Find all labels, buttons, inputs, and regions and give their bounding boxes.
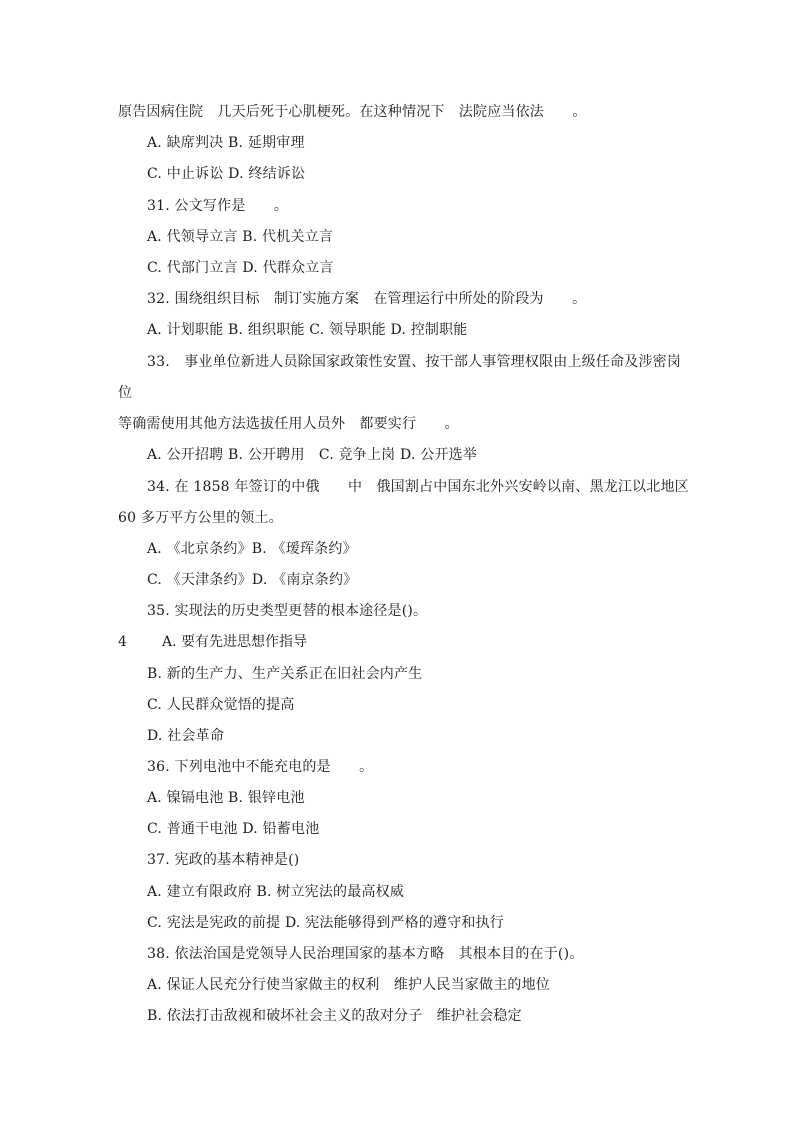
option-line: A. 代领导立言 B. 代机关立言 (147, 229, 334, 245)
question-36: 36. 下列电池中不能充电的是 。 (147, 759, 374, 775)
question-33-continuation: 等确需使用其他方法选拔任用人员外 都要实行 。 (118, 416, 459, 432)
option-line: C. 人民群众觉悟的提高 (147, 697, 295, 713)
option-line: B. 依法打击敌视和破坏社会主义的敌对分子 维护社会稳定 (147, 1008, 522, 1024)
option-line: D. 社会革命 (147, 728, 225, 744)
option-line: A. 镍镉电池 B. 银锌电池 (147, 790, 305, 806)
option-line: B. 新的生产力、生产关系正在旧社会内产生 (147, 666, 423, 682)
question-38: 38. 依法治国是党领导人民治理国家的基本方略 其根本目的在于()。 (147, 946, 584, 962)
option-line: A. 建立有限政府 B. 树立宪法的最高权威 (147, 884, 405, 900)
option-line: A. 《北京条约》B. 《瑷珲条约》 (147, 541, 357, 557)
question-33-wrap: 位 (118, 385, 133, 401)
question-31: 31. 公文写作是 。 (147, 198, 289, 214)
question-34-continuation: 60 多万平方公里的领土。 (118, 510, 283, 526)
option-line: A. 缺席判决 B. 延期审理 (147, 135, 305, 151)
page-marker: 4 (118, 634, 127, 650)
option-line: A. 计划职能 B. 组织职能 C. 领导职能 D. 控制职能 (147, 322, 468, 338)
option-line: A. 保证人民充分行使当家做主的权利 维护人民当家做主的地位 (147, 977, 551, 993)
question-37: 37. 宪政的基本精神是() (147, 852, 300, 868)
question-32: 32. 围绕组织目标 制订实施方案 在管理运行中所处的阶段为 。 (147, 291, 587, 307)
question-33: 33. 事业单位新进人员除国家政策性安置、按干部人事管理权限由上级任命及涉密岗 (147, 354, 682, 370)
question-34: 34. 在 1858 年签订的中俄 中 俄国割占中国东北外兴安岭以南、黑龙江以北地区 (147, 479, 689, 495)
text-line-continuation: 原告因病住院 几天后死于心肌梗死。在这种情况下 法院应当依法 。 (118, 104, 587, 120)
option-line: C. 宪法是宪政的前提 D. 宪法能够得到严格的遵守和执行 (147, 915, 504, 931)
option-line: A. 公开招聘 B. 公开聘用 C. 竞争上岗 D. 公开选举 (147, 447, 478, 463)
option-line: C. 代部门立言 D. 代群众立言 (147, 260, 334, 276)
option-line: C. 《天津条约》D. 《南京条约》 (147, 572, 358, 588)
option-line: C. 中止诉讼 D. 终结诉讼 (147, 166, 306, 182)
question-35: 35. 实现法的历史类型更替的根本途径是()。 (147, 603, 428, 619)
option-line: C. 普通干电池 D. 铅蓄电池 (147, 821, 320, 837)
option-line: A. 要有先进思想作指导 (162, 634, 308, 650)
